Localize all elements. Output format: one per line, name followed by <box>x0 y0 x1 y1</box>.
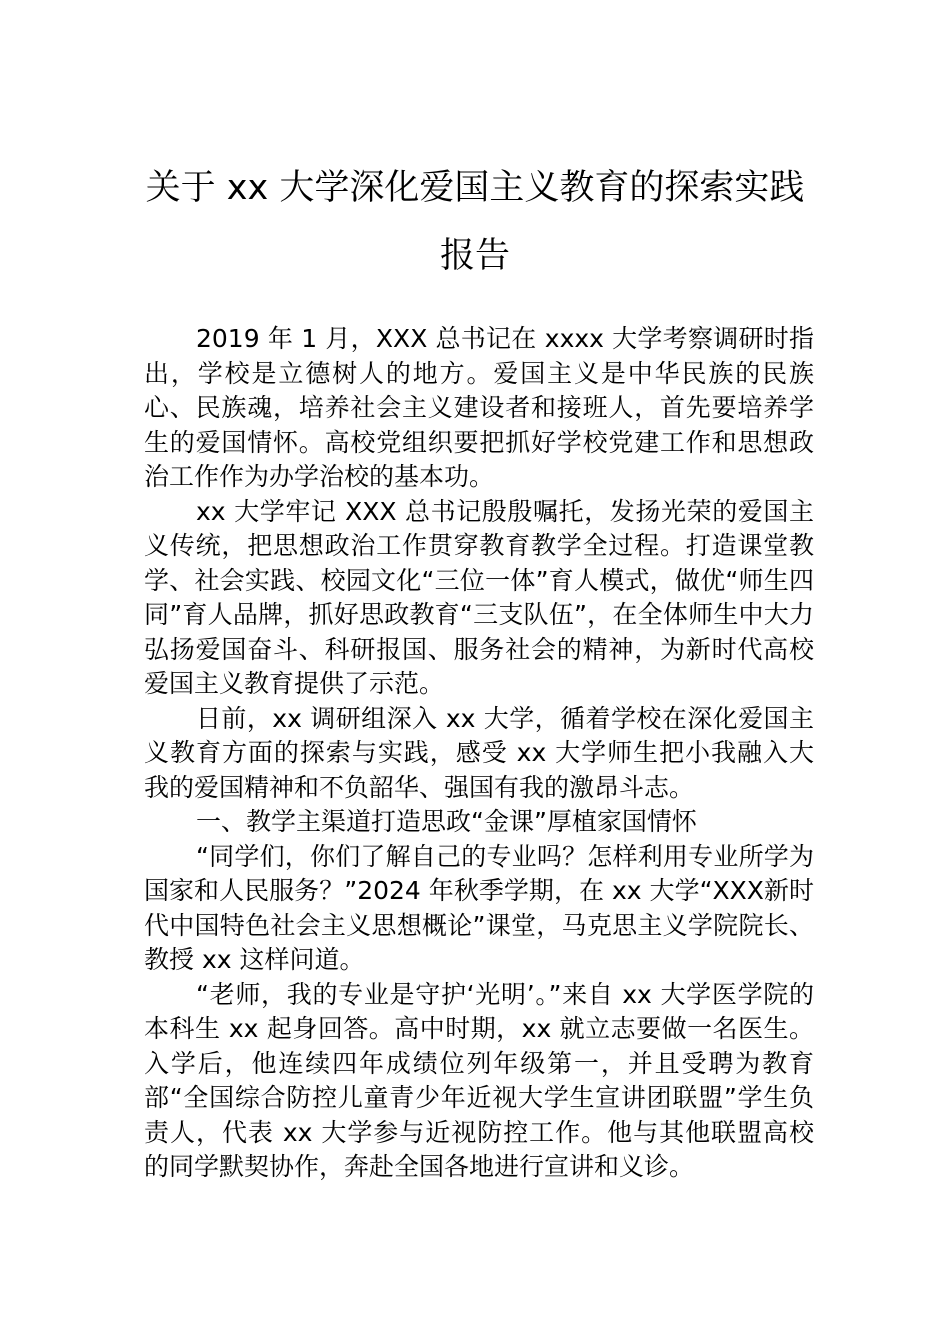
document-body <box>144 322 814 1185</box>
paragraph-intro: 2019 年 1 月，XXX 总书记在 xxxx 大学考察调研时指出，学校是立德树人的地方。爱国主义是中华民族的民族心、民族魂，培养社会主义建设者和接班人，首先要培养学生的爱国情怀。高校党组织要把抓好学校党建工作和思想政治工作作为办学治校的基本功。 <box>144 324 814 491</box>
paragraph-university-mission: xx 大学牢记 XXX 总书记殷殷嘱托，发扬光荣的爱国主义传统，把思想政治工作贯穿教育教学全过程。打造课堂教学、社会实践、校园文化“三位一体”育人模式，做优“师生四同”育人品牌，抓好思政教育“三支队伍”，在全体师生中大力弘扬爱国奋斗、科研报国、服务社会的精神，为新时代高校爱国主义教育提供了示范。 <box>144 496 814 698</box>
paragraph-research-visit: 日前，xx 调研组深入 xx 大学，循着学校在深化爱国主义教育方面的探索与实践，感受 xx 大学师生把小我融入大我的爱国精神和不负韶华、强国有我的激昂斗志。 <box>144 703 814 802</box>
document-title-line-1: 关于 xx 大学深化爱国主义教育的探索实践 <box>145 168 805 208</box>
section-heading-1: 一、教学主渠道打造思政“金课”厚植家国情怀 <box>196 807 697 836</box>
paragraph-classroom-question: “同学们，你们了解自己的专业吗？怎样利用专业所学为国家和人民服务？”2024 年秋季学期，在 xx 大学“XXX新时代中国特色社会主义思想概论”课堂，马克思主义学院院长、教授 xx 这样问道。 <box>144 841 814 974</box>
document-title-line-2: 报告 <box>439 236 510 276</box>
paragraph-student-answer: “老师，我的专业是守护‘光明’。”来自 xx 大学医学院的本科生 xx 起身回答。高中时期，xx 就立志要做一名医生。入学后，他连续四年成绩位列年级第一，并且受聘为教育部“全国综合防控儿童青少年近视大学生宣讲团联盟”学生负责人，代表 xx 大学参与近视防控工作。他与其他联盟高校的同学默契协作，奔赴全国各地进行宣讲和义诊。 <box>144 979 814 1181</box>
